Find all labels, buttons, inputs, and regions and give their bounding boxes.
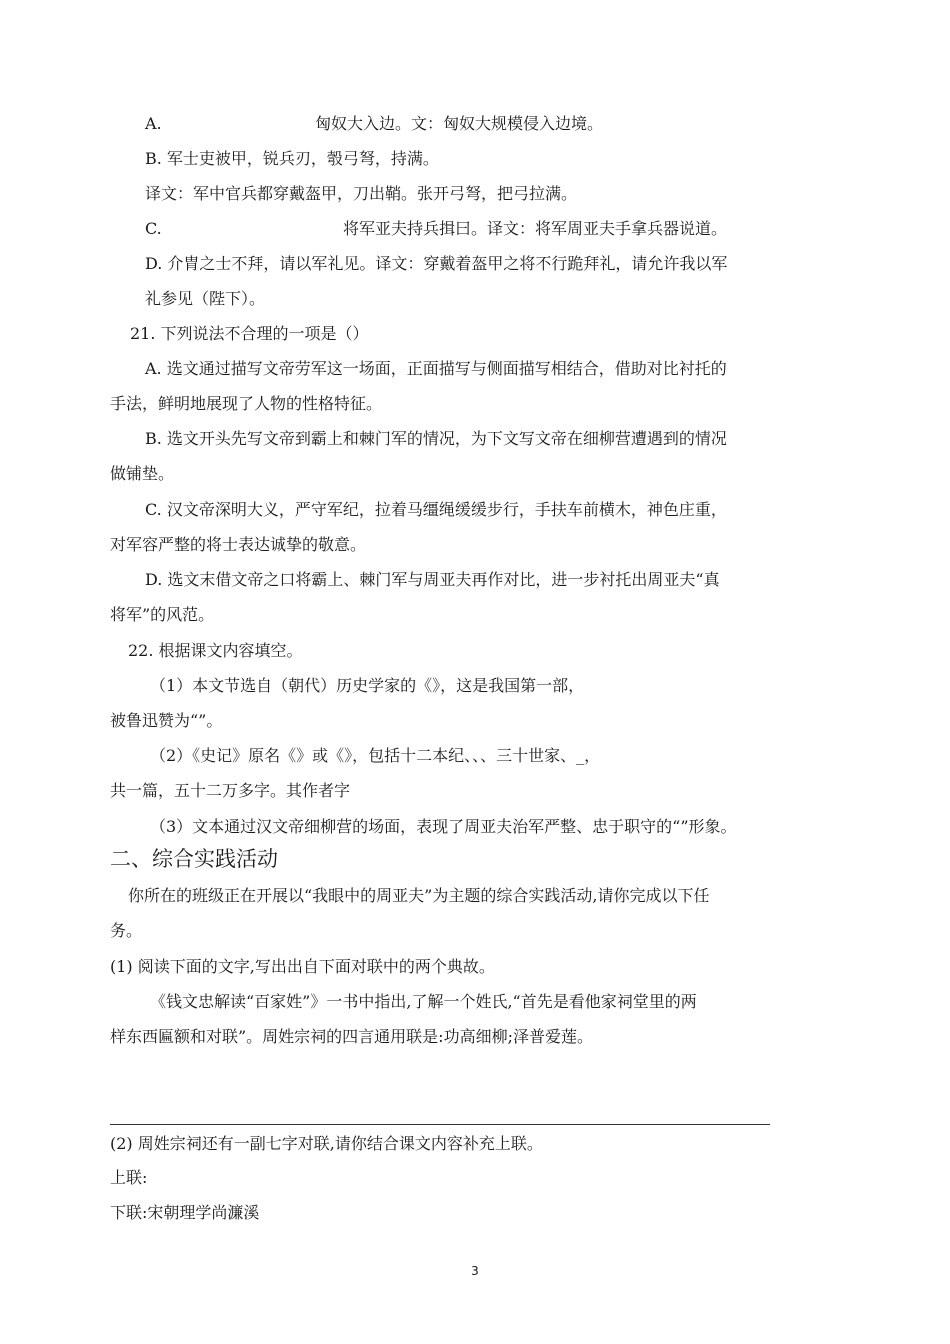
q21-option-d-line1: D. 选文末借文帝之口将霸上、棘门军与周亚夫再作对比，进一步衬托出周亚夫“真 <box>145 570 720 589</box>
q21-option-d-line2: 将军”的风范。 <box>110 605 215 624</box>
section2-intro-line1: 你所在的班级正在开展以“我眼中的周亚夫”为主题的综合实践活动,请你完成以下任 <box>128 886 710 905</box>
q20-option-a-label: A. <box>145 114 162 133</box>
section2-intro-line2: 务。 <box>110 921 143 940</box>
q21-option-b-line1: B. 选文开头先写文帝到霸上和棘门军的情况，为下文写文帝在细柳营遭遇到的情况 <box>145 429 727 448</box>
q21-option-b-line2: 做铺垫。 <box>110 464 175 483</box>
q22-part2-line1: （2）《史记》原名《》或《》，包括十二本纪、、、三十世家、_， <box>150 746 601 765</box>
q22-stem: 22. 根据课文内容填空。 <box>128 641 303 660</box>
q22-part2-line2: 共一篇，五十二万多字。其作者字 <box>110 781 351 800</box>
q20-option-a <box>145 114 603 134</box>
q21-option-c-line1: C. 汉文帝深明大义，严守军纪，拉着马缰绳缓缓步行，手扶车前横木，神色庄重， <box>145 500 727 519</box>
page-number: 3 <box>471 1264 479 1278</box>
q20-option-c-text: 将军亚夫持兵揖曰。译文：将军周亚夫手拿兵器说道。 <box>343 219 728 238</box>
q22-part1-line2: 被鲁迅赞为“”。 <box>110 711 223 730</box>
q20-option-d-line2: 礼参见（陛下）。 <box>145 289 266 308</box>
task2-prompt: (2) 周姓宗祠还有一副七字对联,请你结合课文内容补充上联。 <box>110 1134 543 1153</box>
task1-prompt: (1) 阅读下面的文字,写出出自下面对联中的两个典故。 <box>110 957 495 976</box>
answer-line-divider <box>110 1124 770 1125</box>
q21-option-a-line1: A. 选文通过描写文帝劳军这一场面，正面描写与侧面描写相结合，借助对比衬托的 <box>145 359 727 378</box>
upper-couplet-label: 上联: <box>110 1168 148 1187</box>
q21-stem: 21. 下列说法不合理的一项是（） <box>130 324 369 343</box>
q20-option-b-line2: 译文：军中官兵都穿戴盔甲，刀出鞘。张开弓弩，把弓拉满。 <box>145 184 578 203</box>
q21-option-a-line2: 手法，鲜明地展现了人物的性格特征。 <box>110 394 383 413</box>
q20-option-c <box>145 219 727 239</box>
task1-paragraph-line1: 《钱文忠解读“百家姓”》一书中指出,了解一个姓氏,“首先是看他家祠堂里的两 <box>150 992 697 1011</box>
q20-option-d-line1: D. 介胄之士不拜，请以军礼见。译文：穿戴着盔甲之将不行跪拜礼，请允许我以军 <box>145 254 728 273</box>
task1-paragraph-line2: 样东西匾额和对联”。周姓宗祠的四言通用联是:功高细柳;泽普爱莲。 <box>110 1027 593 1046</box>
section-title: 二、综合实践活动 <box>110 847 278 871</box>
q22-part1-line1: （1）本文节选自（朝代）历史学家的《》，这是我国第一部， <box>150 676 585 695</box>
q20-option-b-line1: B. 军士吏被甲，锐兵刃，彀弓弩，持满。 <box>145 149 439 168</box>
q22-part3-line1: （3）文本通过汉文帝细柳营的场面，表现了周亚夫治军严整、忠于职守的“”形象。 <box>150 817 737 836</box>
lower-couplet-line: 下联:宋朝理学尚濂溪 <box>110 1203 260 1222</box>
q21-option-c-line2: 对军容严整的将士表达诚挚的敬意。 <box>110 535 367 554</box>
q20-option-c-label: C. <box>145 219 162 238</box>
q20-option-a-text: 匈奴大入边。文：匈奴大规模侵入边境。 <box>315 114 604 133</box>
